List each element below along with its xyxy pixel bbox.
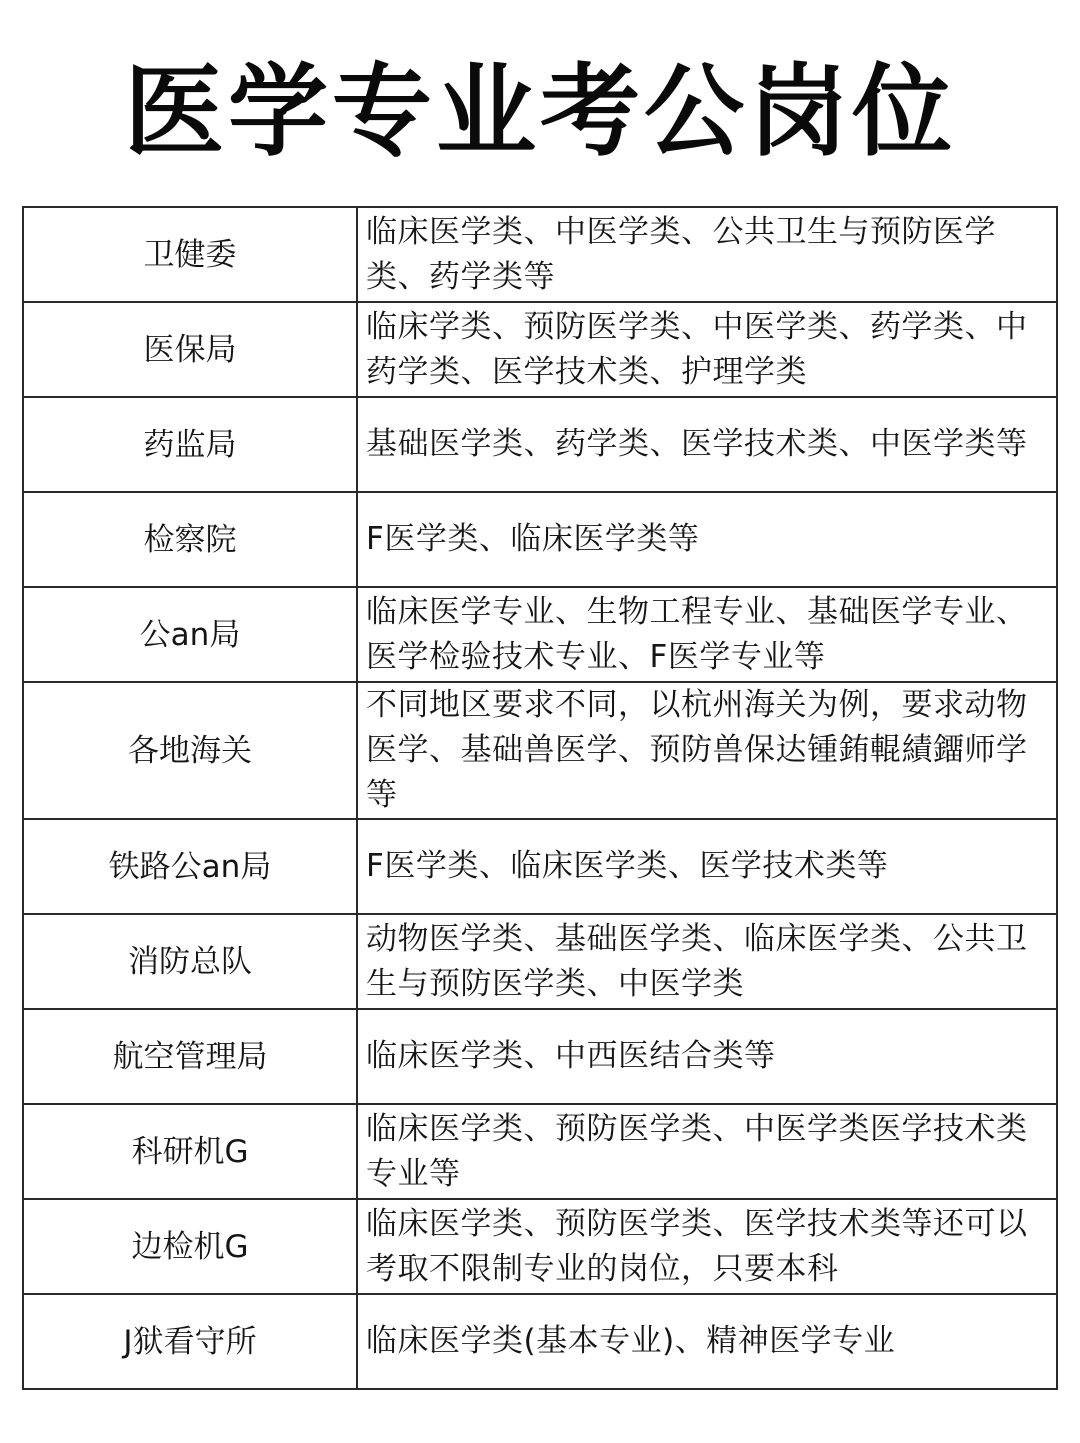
majors-cell: 基础医学类、药学类、医学技术类、中医学类等 bbox=[357, 397, 1057, 492]
org-cell: J狱看守所 bbox=[23, 1294, 357, 1389]
table-row bbox=[23, 397, 1057, 492]
org-cell: 边检机G bbox=[23, 1199, 357, 1294]
org-cell: 消防总队 bbox=[23, 914, 357, 1009]
table-row bbox=[23, 587, 1057, 682]
majors-table bbox=[22, 206, 1058, 1390]
org-cell: 药监局 bbox=[23, 397, 357, 492]
majors-cell: F医学类、临床医学类等 bbox=[357, 492, 1057, 587]
table-row bbox=[23, 1009, 1057, 1104]
org-cell: 公an局 bbox=[23, 587, 357, 682]
org-cell: 卫健委 bbox=[23, 207, 357, 302]
table-row bbox=[23, 682, 1057, 819]
majors-cell: 动物医学类、基础医学类、临床医学类、公共卫生与预防医学类、中医学类 bbox=[357, 914, 1057, 1009]
majors-cell: 临床医学类(基本专业)、精神医学专业 bbox=[357, 1294, 1057, 1389]
table-row bbox=[23, 1199, 1057, 1294]
page-title: 医学专业考公岗位 bbox=[124, 53, 956, 170]
majors-cell: 不同地区要求不同，以杭州海关为例，要求动物医学、基础兽医学、预防兽保达锺銪輥績鐂师学等 bbox=[357, 682, 1057, 819]
table-row bbox=[23, 207, 1057, 302]
table-row bbox=[23, 819, 1057, 914]
table-row bbox=[23, 1294, 1057, 1389]
org-cell: 医保局 bbox=[23, 302, 357, 397]
majors-cell: 临床医学类、预防医学类、中医学类医学技术类专业等 bbox=[357, 1104, 1057, 1199]
table-row bbox=[23, 302, 1057, 397]
org-cell: 科研机G bbox=[23, 1104, 357, 1199]
table-row bbox=[23, 914, 1057, 1009]
table-row bbox=[23, 492, 1057, 587]
majors-cell: 临床医学类、中西医结合类等 bbox=[357, 1009, 1057, 1104]
org-cell: 检察院 bbox=[23, 492, 357, 587]
majors-cell: 临床医学类、预防医学类、医学技术类等还可以考取不限制专业的岗位，只要本科 bbox=[357, 1199, 1057, 1294]
majors-cell: 临床学类、预防医学类、中医学类、药学类、中药学类、医学技术类、护理学类 bbox=[357, 302, 1057, 397]
majors-cell: 临床医学类、中医学类、公共卫生与预防医学类、药学类等 bbox=[357, 207, 1057, 302]
table-row bbox=[23, 1104, 1057, 1199]
org-cell: 航空管理局 bbox=[23, 1009, 357, 1104]
majors-cell: 临床医学专业、生物工程专业、基础医学专业、医学检验技术专业、F医学专业等 bbox=[357, 587, 1057, 682]
org-cell: 各地海关 bbox=[23, 682, 357, 819]
majors-cell: F医学类、临床医学类、医学技术类等 bbox=[357, 819, 1057, 914]
org-cell: 铁路公an局 bbox=[23, 819, 357, 914]
